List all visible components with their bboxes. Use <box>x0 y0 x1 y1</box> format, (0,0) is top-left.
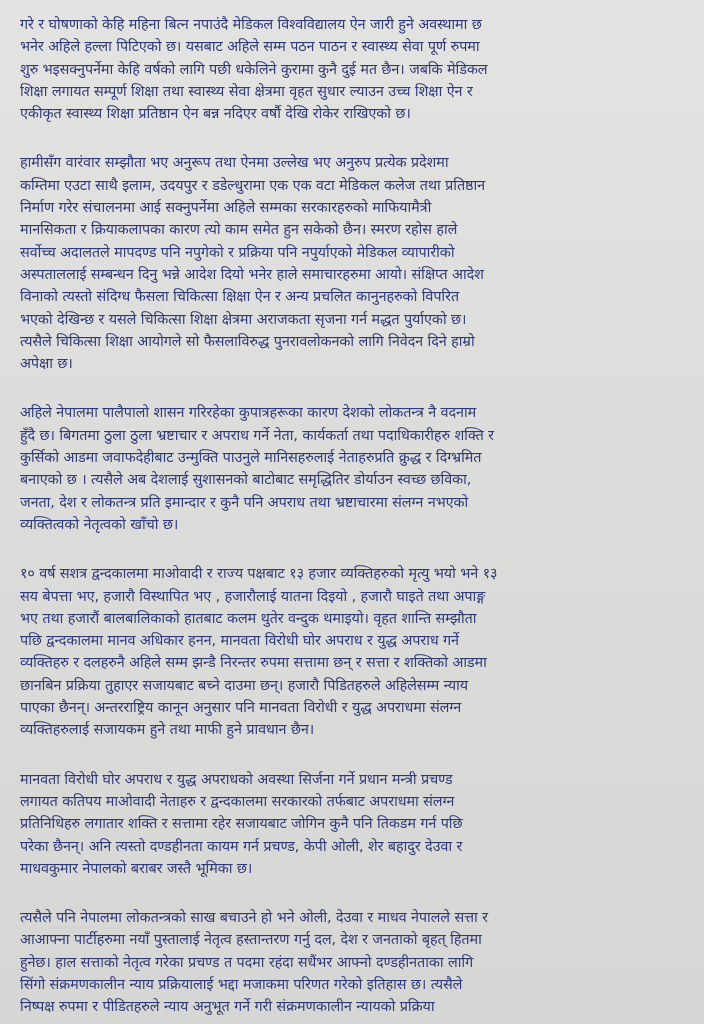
text-line: भएको देखिन्छ र यसले चिकित्सा शिक्षा क्षेत्रमा अराजकता सृजना गर्न मद्धत पुर्याएको छ। <box>20 311 467 328</box>
text-line: निष्पक्ष रुपमा र पीडितहरुले न्याय अनुभूत गर्ने गरी संक्रमणकालीन न्यायको प्रक्रिया <box>20 999 435 1016</box>
text-line: सिंगो संक्रमणकालीन न्याय प्रक्रियालाई भद्दा मजाकमा परिणत गरेको इतिहास छ। त्यसैले <box>20 976 463 993</box>
text-line: हुँदै छ। बिगतमा ठुला ठुला भ्रष्टाचार र अपराध गर्ने नेता, कार्यकर्ता तथा पदाधिकारीहरु शक्ति र <box>20 427 494 444</box>
text-line: लगायत कतिपय माओवादी नेताहरु र द्वन्दकालमा सरकारको तर्फबाट अपराधमा संलग्न <box>20 793 455 810</box>
text-line: व्यक्तित्वको नेतृत्वको खाँचो छ। <box>20 516 179 533</box>
paragraph <box>20 907 680 1018</box>
paragraph <box>20 152 680 375</box>
text-line: त्यसैले पनि नेपालमा लोकतन्त्रको साख बचाउने हो भने ओली, देउवा र माधव नेपालले सत्ता र <box>20 910 488 927</box>
text-line: भनेर अहिले हल्ला पिटिएको छ। यसबाट अहिले सम्म पठन पाठन र स्वास्थ्य सेवा पूर्ण रुपमा <box>20 39 480 56</box>
text-line: शिक्षा लगायत सम्पूर्ण शिक्षा तथा स्वास्थ्य सेवा क्षेत्रमा वृहत सुधार ल्याउन उच्च शिक्षा ऐन र <box>20 83 473 100</box>
paragraph <box>20 14 680 125</box>
text-line: प्रतिनिधिहरु लगातार शक्ति र सत्तामा रहेर सजायबाट जोगिन कुनै पनि तिकडम गर्न पछि <box>20 816 463 833</box>
text-line: शुरु भइसक्नुपर्नेमा केहि वर्षको लागि पछी धकेलिने कुरामा कुनै दुई मत छैन। जबकि मेडिकल <box>20 61 488 78</box>
text-line: अपेक्षा छ। <box>20 356 73 373</box>
text-line: भए तथा हजारौं बालबालिकाको हातबाट कलम थुतेर वन्दुक थमाइयो। वृहत शान्ति सम्झौता <box>20 610 477 627</box>
text-line: मानसिकता र क्रियाकलापका कारण त्यो काम समेत हुन सकेको छैन। स्मरण रहोस हाले <box>20 222 458 239</box>
text-line: व्यक्तिहरुलाई सजायकम हुने तथा माफी हुने प्रावधान छैन। <box>20 722 315 739</box>
text-line: आआफ्ना पार्टीहरुमा नयाँ पुस्तालाई नेतृत्व हस्तान्तरण गर्नु दल, देश र जनताको बृहत् हितमा <box>20 932 482 949</box>
text-line: निर्माण गरेर संचालनमा आई सक्नुपर्नेमा अहिले सम्मका सरकारहरुको माफियामैत्री <box>20 200 432 217</box>
text-line: बनाएको छ । त्यसैले अब देशलाई सुशासनको बाटोबाट समृद्धितिर डोर्याउन स्वच्छ छविका, <box>20 472 472 489</box>
text-line: सय बेपत्ता भए, हजारौ विस्थापित भए , हजारौलाई यातना दिइयो , हजारौ घाइते तथा अपाङ्ग <box>20 588 486 605</box>
text-line: अस्पताललाई सम्बन्धन दिनु भन्ने आदेश दियो भनेर हाले समाचारहरुमा आयो। संक्षिप्त आदेश <box>20 266 484 283</box>
text-line: सर्वोच्च अदालतले मापदण्ड पनि नपुगेको र प्रक्रिया पनि नपुर्याएको मेडिकल व्यापारीको <box>20 244 455 261</box>
text-line: परेका छैनन्। अनि त्यस्तो दण्डहीनता कायम गर्न प्रचण्ड, केपी ओली, शेर बहादुर देउवा र <box>20 838 463 855</box>
text-line: मानवता विरोधी घोर अपराध र युद्ध अपराधको अवस्था सिर्जना गर्ने प्रधान मन्त्री प्रचण्ड <box>20 771 453 788</box>
text-line: विनाको त्यस्तो संदिग्ध फैसला चिकित्सा क्षिक्षा ऐन र अन्य प्रचलित कानुनहरुको विपरित <box>20 289 460 306</box>
text-line: त्यसैले चिकित्सा शिक्षा आयोगले सो फैसलाविरुद्ध पुनरावलोकनको लागि निवेदन दिने हाम्रो <box>20 333 475 350</box>
paragraph <box>20 563 680 741</box>
text-line: व्यक्तिहरु र दलहरुनै अहिले सम्म झन्डै निरन्तर रुपमा सत्तामा छन् र सत्ता र शक्तिको आडमा <box>20 655 487 672</box>
text-line: हामीसँग वारंवार सम्झौता भए अनुरूप तथा ऐनमा उल्लेख भए अनुरुप प्रत्येक प्रदेशमा <box>20 155 449 172</box>
text-line: कुर्सिको आडमा जवाफदेहीबाट उन्मुक्ति पाउनुले मानिसहरुलाई नेताहरुप्रति क्रुद्ध र दिग्भ्रमित <box>20 450 482 467</box>
text-line: छानबिन प्रक्रिया तुहाएर सजायबाट बच्ने दाउमा छन्। हजारौ पिडितहरुले अहिलेसम्म न्याय <box>20 677 468 694</box>
text-line: पाएका छैनन्। अन्तरराष्ट्रिय कानून अनुसार पनि मानवता विरोधी र युद्ध अपराधमा संलग्न <box>20 700 462 717</box>
text-line: गरे र घोषणाको केहि महिना बित्न नपाउंदै मेडिकल विश्वविद्यालय ऐन जारी हुने अवस्थामा छ <box>20 17 482 33</box>
text-line: पछि द्वन्दकालमा मानव अधिकार हनन, मानवता विरोधी घोर अपराध र युद्ध अपराध गर्ने <box>20 633 459 650</box>
paragraph <box>20 769 680 880</box>
text-line: कम्तिमा एउटा साथै इलाम, उदयपुर र डडेल्धुरामा एक एक वटा मेडिकल कलेज तथा प्रतिष्ठान <box>20 177 486 194</box>
text-line: माधवकुमार नेपालको बराबर जस्तै भूमिका छ। <box>20 860 253 877</box>
text-line: जनता, देश र लोकतन्त्र प्रति इमान्दार र कुनै पनि अपराध तथा भ्रष्टाचारमा संलग्न नभएको <box>20 494 469 511</box>
text-line: अहिले नेपालमा पालैपालो शासन गरिरहेका कुपात्रहरूका कारण देशको लोकतन्त्र नै वदनाम <box>20 405 477 422</box>
text-line: हुनेछ। हाल सत्ताको नेतृत्व गरेका प्रचण्ड त पदमा रहंदा सधैंभर आफ्नो दण्डहीनताका लागि <box>20 954 474 971</box>
text-line: १० वर्ष सशत्र द्वन्दकालमा माओवादी र राज्य पक्षबाट १३ हजार व्यक्तिहरुको मृत्यु भयो भने १३ <box>20 566 498 583</box>
paragraph <box>20 402 680 536</box>
document-body <box>20 14 680 1019</box>
text-line: एकीकृत स्वास्थ्य शिक्षा प्रतिष्ठान ऐन बन्न नदिएर वर्षौ देखि रोकेर राखिएको छ। <box>20 106 411 123</box>
